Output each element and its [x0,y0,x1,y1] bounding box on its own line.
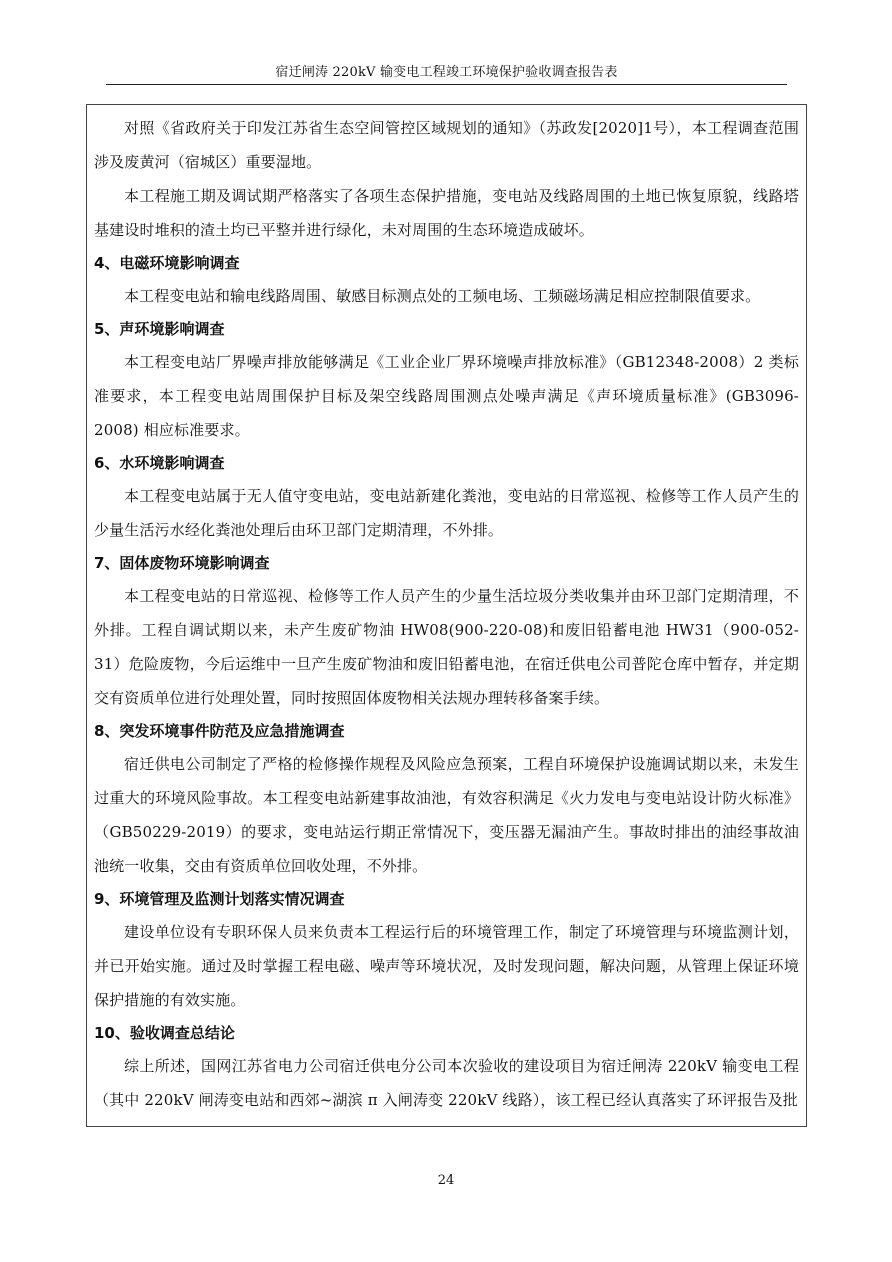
paragraph-ecological-zone: 对照《省政府关于印发江苏省生态空间管控区域规划的通知》（苏政发[2020]1号），本工程调查范围涉及废黄河（宿城区）重要湿地。 [94,119,799,171]
paragraph-water: 本工程变电站属于无人值守变电站，变电站新建化粪池，变电站的日常巡视、检修等工作人员产生的少量生活污水经化粪池处理后由环卫部门定期清理，不外排。 [94,487,799,539]
page-header-title: 宿迁闸涛 220kV 输变电工程竣工环境保护验收调查报告表 [275,65,618,80]
section-heading-emergency: 8、突发环境事件防范及应急措施调查 [94,722,345,740]
page-number: 24 [437,1173,455,1188]
paragraph-acoustic: 本工程变电站厂界噪声排放能够满足《工业企业厂界环境噪声排放标准》（GB12348-2008）2 类标准要求，本工程变电站周围保护目标及架空线路周围测点处噪声满足《声环境质量标准》(GB3096-2008) 相应标准要求。 [94,353,799,439]
paragraph-solid-waste: 本工程变电站的日常巡视、检修等工作人员产生的少量生活垃圾分类收集并由环卫部门定期清理，不外排。工程自调试期以来，未产生废矿物油 HW08(900-220-08)和废旧铅蓄电池 HW31（900-052-31）危险废物，今后运维中一旦产生废矿物油和废旧铅蓄电池，在宿迁供电公司普陀仓库中暂存，并定期交有资质单位进行处理处置，同时按照固体废物相关法规办理转移备案手续。 [94,587,799,707]
paragraph-ecological-measures: 本工程施工期及调试期严格落实了各项生态保护措施，变电站及线路周围的土地已恢复原貌，线路塔基建设时堆积的渣土均已平整并进行绿化，未对周围的生态环境造成破坏。 [94,187,799,239]
header-divider [106,84,787,85]
report-content-box [86,104,807,1127]
section-heading-water: 6、水环境影响调查 [94,454,225,472]
section-heading-acoustic: 5、声环境影响调查 [94,320,225,338]
paragraph-electromagnetic: 本工程变电站和输电线路周围、敏感目标测点处的工频电场、工频磁场满足相应控制限值要求。 [124,287,761,305]
paragraph-emergency: 宿迁供电公司制定了严格的检修操作规程及风险应急预案，工程自环境保护设施调试期以来，未发生过重大的环境风险事故。本工程变电站新建事故油池，有效容积满足《火力发电与变电站设计防火标准》（GB50229-2019）的要求，变电站运行期正常情况下，变压器无漏油产生。事故时排出的油经事故油池统一收集，交由有资质单位回收处理，不外排。 [94,755,799,875]
section-heading-management: 9、环境管理及监测计划落实情况调查 [94,890,345,908]
section-heading-solid-waste: 7、固体废物环境影响调查 [94,554,270,572]
paragraph-conclusion: 综上所述，国网江苏省电力公司宿迁供电分公司本次验收的建设项目为宿迁闸涛 220kV 输变电工程（其中 220kV 闸涛变电站和西郊~湖滨 π 入闸涛变 220kV 线路），该工程已经认真落实了环评报告及批 [94,1057,799,1109]
section-heading-conclusion: 10、验收调查总结论 [94,1024,235,1042]
paragraph-management: 建设单位设有专职环保人员来负责本工程运行后的环境管理工作，制定了环境管理与环境监测计划，并已开始实施。通过及时掌握工程电磁、噪声等环境状况，及时发现问题，解决问题，从管理上保证环境保护措施的有效实施。 [94,923,799,1009]
section-heading-electromagnetic: 4、电磁环境影响调查 [94,254,240,272]
